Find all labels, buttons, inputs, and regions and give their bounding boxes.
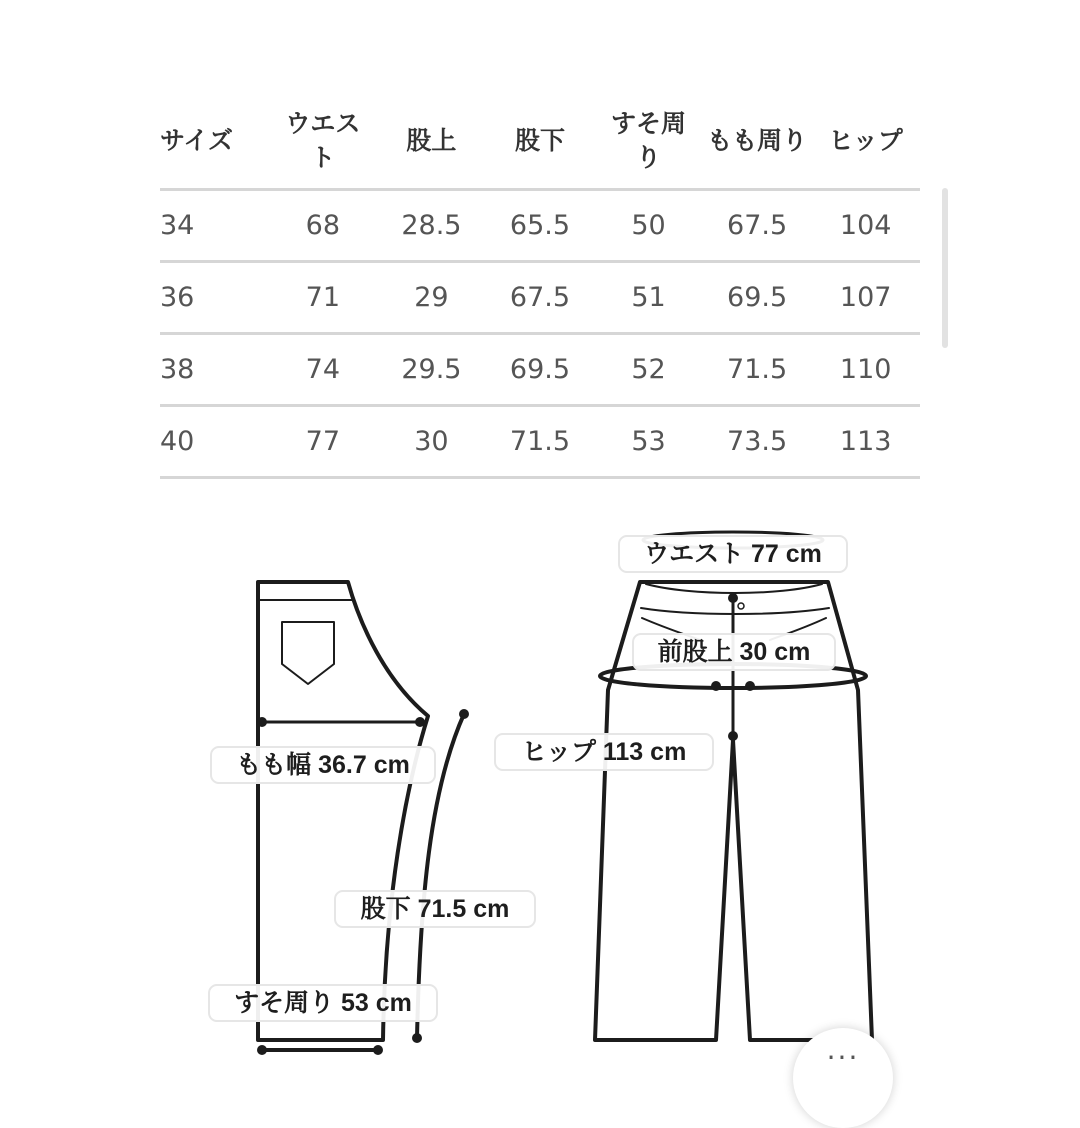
table-cell: 69.5 (703, 262, 812, 334)
table-cell: 36 (160, 262, 269, 334)
thigh-width-label: もも幅 36.7 cm (210, 746, 436, 784)
inseam-label: 股下 71.5 cm (334, 890, 536, 928)
table-row (160, 406, 920, 478)
table-cell: 67.5 (486, 262, 595, 334)
table-cell: 50 (594, 190, 703, 262)
more-options-button[interactable]: ··· (793, 1028, 893, 1128)
table-cell: 68 (269, 190, 378, 262)
table-cell: 34 (160, 190, 269, 262)
hip-label: ヒップ 113 cm (494, 733, 714, 771)
table-cell: 28.5 (377, 190, 486, 262)
table-cell: 71 (269, 262, 378, 334)
table-cell: 53 (594, 406, 703, 478)
table-cell: 29 (377, 262, 486, 334)
table-cell: 38 (160, 334, 269, 406)
header-hem: すそ周 り (594, 94, 703, 190)
header-inseam: 股下 (486, 94, 595, 190)
header-waist: ウエス ト (269, 94, 378, 190)
table-cell: 30 (377, 406, 486, 478)
table-cell: 29.5 (377, 334, 486, 406)
table-cell: 52 (594, 334, 703, 406)
table-row (160, 334, 920, 406)
size-table-header-row (160, 94, 920, 190)
table-cell: 71.5 (703, 334, 812, 406)
table-cell: 51 (594, 262, 703, 334)
table-cell: 110 (811, 334, 920, 406)
table-row (160, 262, 920, 334)
header-rise: 股上 (377, 94, 486, 190)
table-cell: 113 (811, 406, 920, 478)
table-cell: 40 (160, 406, 269, 478)
table-cell: 77 (269, 406, 378, 478)
table-cell: 71.5 (486, 406, 595, 478)
size-table (160, 94, 920, 479)
table-cell: 65.5 (486, 190, 595, 262)
measurement-diagram (0, 500, 1080, 1080)
table-row (160, 190, 920, 262)
front-rise-label: 前股上 30 cm (632, 633, 836, 671)
table-cell: 69.5 (486, 334, 595, 406)
header-size: サイズ (160, 94, 269, 190)
table-cell: 73.5 (703, 406, 812, 478)
table-cell: 74 (269, 334, 378, 406)
header-thigh: もも周り (703, 94, 812, 190)
table-cell: 107 (811, 262, 920, 334)
table-scrollbar[interactable] (942, 188, 948, 348)
table-cell: 67.5 (703, 190, 812, 262)
front-view-pants-icon (595, 532, 872, 1040)
hem-label: すそ周り 53 cm (208, 984, 438, 1022)
table-cell: 104 (811, 190, 920, 262)
header-hip: ヒップ (811, 94, 920, 190)
waist-label: ウエスト 77 cm (618, 535, 848, 573)
